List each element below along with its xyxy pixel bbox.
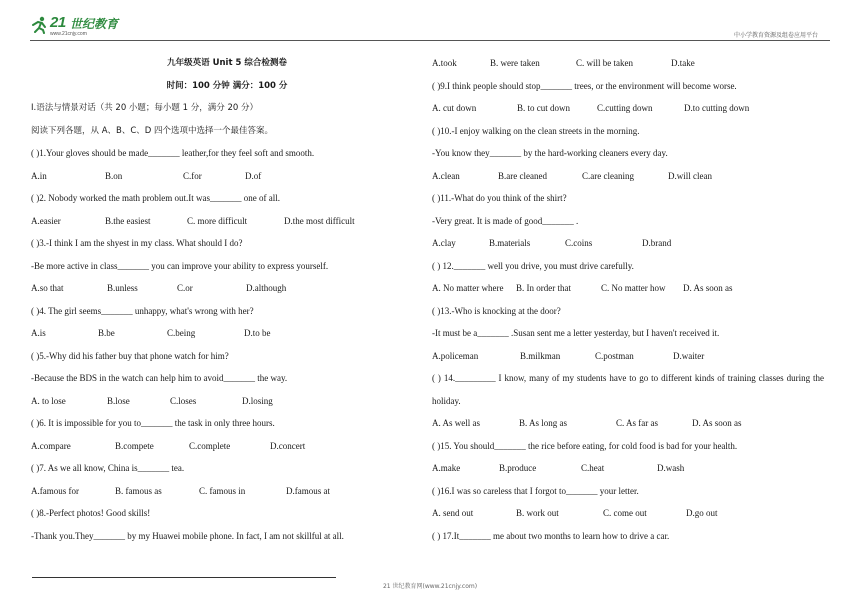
question-12-options — [432, 277, 824, 300]
question-3: ( )3.-I think I am the shyest in my class. What should I do? — [31, 238, 243, 248]
option-b: B. to cut down — [517, 103, 570, 113]
option-d: D.to cutting down — [684, 103, 750, 113]
site-logo — [30, 14, 150, 38]
option-b: B. were taken — [490, 58, 540, 68]
option-b: B.the easiest — [105, 215, 151, 226]
question-7: ( )7. As we all know, China is_______ tea. — [31, 463, 185, 473]
option-d: D.concert — [270, 440, 306, 451]
option-d: D. As soon as — [692, 418, 742, 428]
option-c: C. famous in — [199, 485, 246, 496]
exam-title: 九年级英语 Unit 5 综合检测卷 — [167, 58, 287, 68]
option-c: C. will be taken — [576, 58, 633, 68]
question-2: ( )2. Nobody worked the math problem out.It was_______ one of all. — [31, 193, 280, 203]
question-6-options — [31, 435, 423, 458]
option-a: A. No matter where — [432, 283, 504, 293]
option-c: C.are cleaning — [582, 170, 634, 181]
option-d: D.the most difficult — [284, 215, 355, 226]
question-17: ( ) 17.It_______ me about two months to learn how to drive a car. — [432, 530, 670, 541]
logo-url: www.21cnjy.com — [50, 31, 87, 37]
option-a: A.policeman — [432, 350, 479, 361]
option-d: D. As soon as — [683, 283, 733, 293]
question-10-options — [432, 165, 824, 188]
option-d: D.go out — [686, 508, 718, 518]
option-d: D.brand — [642, 238, 672, 248]
page-header — [30, 14, 830, 41]
option-a: A.make — [432, 463, 461, 473]
option-c: C.coins — [565, 238, 593, 248]
question-5-response: -Because the BDS in the watch can help him to avoid_______ the way. — [31, 373, 288, 383]
option-d: D.famous at — [286, 485, 330, 496]
question-16: ( )16.I was so careless that I forgot to_______ your letter. — [432, 485, 639, 496]
question-10-response: -You know they_______ by the hard-working cleaners every day. — [432, 148, 668, 158]
question-3-response: -Be more active in class_______ you can improve your ability to express yourself. — [31, 260, 329, 271]
page-footer: 21 世纪教育网(www.21cnjy.com) — [382, 583, 478, 590]
section-instruction: 阅读下列各题，从 A、B、C、D 四个选项中选择一个最佳答案。 — [31, 125, 274, 136]
option-b: B. In order that — [516, 283, 571, 293]
question-11-response: -Very great. It is made of good_______ . — [432, 215, 579, 226]
logo-name: 世纪教育 — [70, 17, 119, 31]
option-c: C. more difficult — [187, 215, 248, 226]
question-1-options — [31, 165, 423, 188]
question-13-response: -It must be a_______ .Susan sent me a letter yesterday, but I haven't received it. — [432, 328, 720, 338]
option-b: B.on — [105, 170, 123, 181]
option-d: D.take — [671, 58, 695, 68]
question-14-options — [432, 412, 824, 435]
question-15: ( )15. You should_______ the rice before eating, for cold food is bad for your health. — [432, 440, 738, 451]
question-14: ( ) 14._________ I know, many of my students have to go to different kinds of training classes during the holiday. — [432, 373, 824, 406]
option-a: A.easier — [31, 215, 61, 226]
option-b: B. work out — [516, 508, 559, 518]
option-b: B. As long as — [519, 418, 568, 428]
option-b: B.lose — [107, 395, 130, 406]
option-c: C. come out — [603, 508, 647, 518]
option-a: A.is — [31, 328, 46, 338]
option-d: D.to be — [244, 328, 271, 338]
option-c: C.heat — [581, 463, 605, 473]
option-a: A. send out — [432, 508, 474, 518]
option-a: A. As well as — [432, 418, 480, 428]
option-a: A.so that — [31, 283, 64, 293]
question-16-options — [432, 502, 824, 525]
option-c: C.or — [177, 283, 193, 293]
option-a: A.took — [432, 58, 457, 68]
question-15-options — [432, 457, 824, 480]
option-a: A.clay — [432, 238, 456, 248]
option-d: D.waiter — [673, 350, 705, 361]
option-c: C.postman — [595, 350, 634, 361]
question-6: ( )6. It is impossible for you to_______ the task in only three hours. — [31, 418, 275, 428]
option-a: A.in — [31, 170, 47, 181]
footer-divider — [32, 577, 336, 578]
question-5-options — [31, 390, 423, 413]
option-c: C. No matter how — [601, 283, 666, 293]
option-a: A.clean — [432, 170, 460, 181]
option-a: A.famous for — [31, 485, 79, 496]
option-c: C.being — [167, 328, 196, 338]
option-a: A. cut down — [432, 103, 477, 113]
option-c: C.loses — [170, 395, 197, 406]
question-8-options — [432, 52, 824, 75]
option-a: A.compare — [31, 440, 71, 451]
question-11: ( )11.-What do you think of the shirt? — [432, 193, 567, 203]
option-d: D.will clean — [668, 170, 712, 181]
option-b: B.compete — [115, 440, 154, 451]
option-b: B.materials — [489, 238, 531, 248]
option-d: D.although — [246, 283, 287, 293]
question-10: ( )10.-I enjoy walking on the clean streets in the morning. — [432, 125, 640, 136]
option-b: B.are cleaned — [498, 170, 547, 181]
option-c: C.cutting down — [597, 103, 653, 113]
option-d: D.losing — [242, 395, 273, 406]
question-5: ( )5.-Why did his father buy that phone watch for him? — [31, 350, 229, 361]
question-4-options — [31, 322, 423, 345]
question-4: ( )4. The girl seems_______ unhappy, what's wrong with her? — [31, 305, 254, 316]
question-9-options — [432, 97, 824, 120]
question-13: ( )13.-Who is knocking at the door? — [432, 305, 561, 316]
question-7-options — [31, 480, 423, 503]
runner-icon — [30, 16, 50, 34]
question-9: ( )9.I think people should stop_______ trees, or the environment will become worse. — [432, 80, 737, 91]
exam-subtitle: 时间：100 分钟 满分：100 分 — [166, 80, 288, 91]
logo-number: 21 — [50, 14, 66, 31]
question-2-options — [31, 210, 423, 233]
section-heading: I.语法与情景对话（共 20 小题；每小题 1 分，满分 20 分） — [31, 103, 258, 113]
option-b: B.produce — [499, 463, 537, 473]
option-c: C.complete — [189, 440, 231, 451]
option-b: B. famous as — [115, 485, 162, 496]
option-a: A. to lose — [31, 395, 66, 406]
question-1: ( )1.Your gloves should be made_______ leather,for they feel soft and smooth. — [31, 148, 315, 158]
question-12: ( ) 12._______ well you drive, you must drive carefully. — [432, 260, 634, 271]
option-b: B.milkman — [520, 350, 561, 361]
question-8-response: -Thank you.They_______ by my Huawei mobile phone. In fact, I am not skillful at all. — [31, 530, 344, 541]
platform-caption: 中小学教育资源及组卷应用平台 — [733, 32, 818, 39]
option-c: C. As far as — [616, 418, 658, 428]
question-3-options — [31, 277, 423, 300]
option-d: D.wash — [657, 463, 685, 473]
question-13-options — [432, 345, 824, 368]
option-c: C.for — [183, 170, 202, 181]
question-8: ( )8.-Perfect photos! Good skills! — [31, 508, 151, 518]
question-11-options — [432, 232, 824, 255]
option-b: B.unless — [107, 283, 138, 293]
option-d: D.of — [245, 170, 262, 181]
option-b: B.be — [98, 328, 115, 338]
left-column — [31, 52, 423, 547]
right-column — [432, 52, 824, 547]
